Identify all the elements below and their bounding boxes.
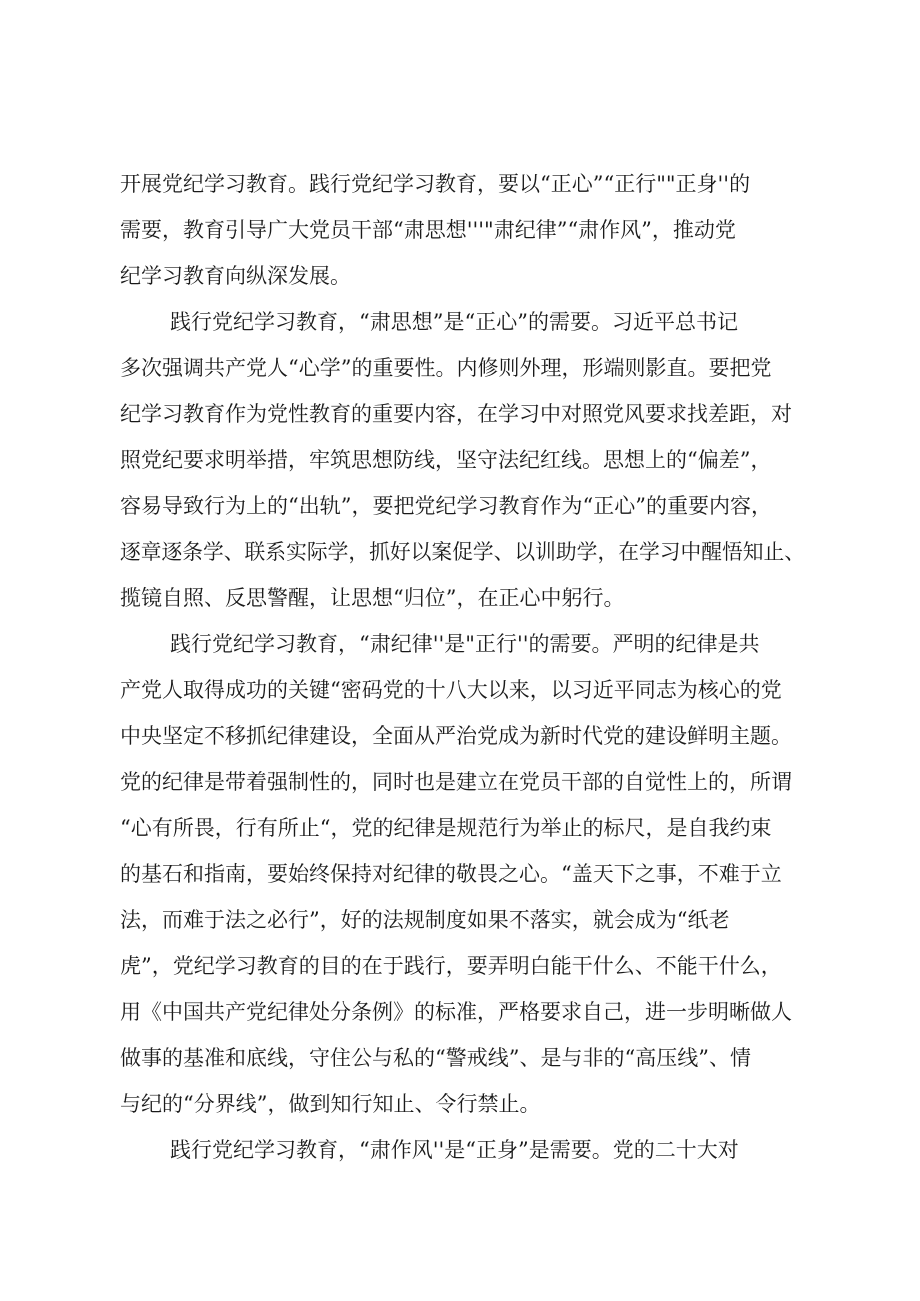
text-line: 与纪的“分界线”，做到知行知止、令行禁止。	[120, 1092, 541, 1116]
text-line: 纪学习教育作为党性教育的重要内容，在学习中对照党风要求找差距，对	[120, 402, 792, 426]
text-line: 法，而难于法之必行”，好的法规制度如果不落实，就会成为“纸老	[120, 908, 730, 932]
text-line: 照党纪要求明举措，牢筑思想防线，坚守法纪红线。思想上的“偏差”，	[120, 448, 772, 472]
text-line: 党的纪律是带着强制性的，同时也是建立在党员干部的自觉性上的，所谓	[120, 770, 792, 794]
text-line: “心有所畏，行有所止“，党的纪律是规范行为举止的标尺，是自我约束	[120, 816, 772, 840]
paragraph-first-line: 践行党纪学习教育，“肃思想”是“正心”的需要。习近平总书记	[170, 310, 738, 334]
text-line: 逐章逐条学、联系实际学，抓好以案促学、以训助学，在学习中醒悟知止、	[120, 540, 806, 564]
text-line: 中央坚定不移抓纪律建设，全面从严治党成为新时代党的建设鲜明主题。	[120, 724, 792, 748]
paragraph-first-line: 践行党纪学习教育，“肃作风''是“正身”是需要。党的二十大对	[170, 1138, 739, 1162]
text-line: 的基石和指南，要始终保持对纪律的敬畏之心。“盖天下之事，不难于立	[120, 862, 782, 886]
text-line: 做事的基准和底线，守住公与私的“警戒线”、是与非的“高压线”、情	[120, 1046, 751, 1070]
text-line: 需要，教育引导广大党员干部“肃思想'''"肃纪律”“肃作风”，推动党	[120, 218, 736, 242]
text-line: 产党人取得成功的关键“密码党的十八大以来，以习近平同志为核心的党	[120, 678, 782, 702]
text-line: 虎”，党纪学习教育的目的在于践行，要弄明白能干什么、不能干什么，	[120, 954, 782, 978]
text-line: 用《中国共产党纪律处分条例》的标准，严格要求自己，进一步明晰做人	[120, 1000, 792, 1024]
text-line: 容易导致行为上的“出轨”，要把党纪学习教育作为“正心”的重要内容，	[120, 494, 772, 518]
text-line: 开展党纪学习教育。践行党纪学习教育，要以“正心”“正行""正身''的	[120, 172, 751, 196]
text-line: 揽镜自照、反思警醒，让思想“归位”，在正心中躬行。	[120, 586, 625, 610]
text-line: 多次强调共产党人“心学”的重要性。内修则外理，形端则影直。要把党	[120, 356, 772, 380]
text-line: 纪学习教育向纵深发展。	[120, 264, 351, 288]
paragraph-first-line: 践行党纪学习教育，“肃纪律''是"正行''的需要。严明的纪律是共	[170, 632, 760, 656]
